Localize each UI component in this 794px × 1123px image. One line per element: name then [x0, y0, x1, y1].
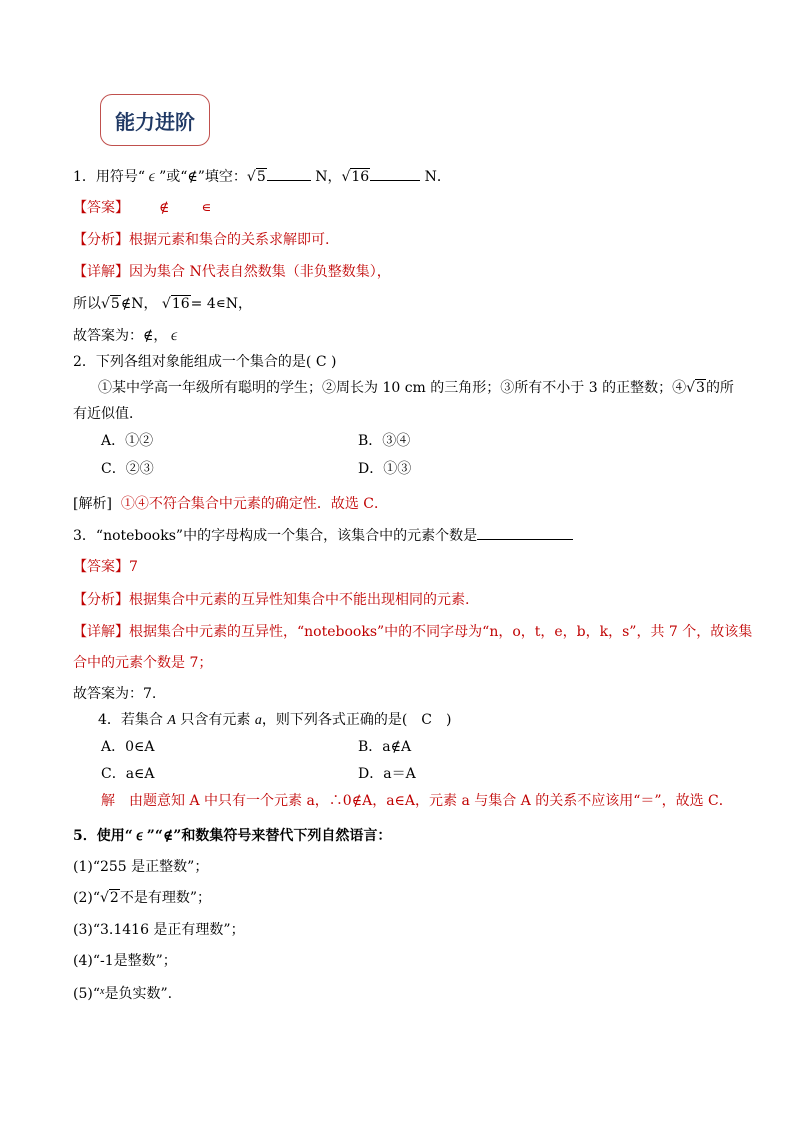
q1-analysis: 【分析】根据元素和集合的关系求解即可. [73, 232, 330, 248]
q5-item-1: (1)“255 是正整数”； [73, 859, 209, 875]
q5-item-2: (2)“√2不是有理数”； [73, 890, 212, 906]
q5-stem: 5．使用“∊”“∉”和数集符号来替代下列自然语言： [73, 828, 392, 844]
q2-option-b[interactable]: B．③④ [358, 433, 411, 449]
q3-detail-line2: 合中的元素个数是 7； [73, 655, 213, 671]
q2-option-a[interactable]: A．①② [101, 433, 154, 449]
q5-item-3: (3)“3.1416 是正有理数”； [73, 922, 245, 938]
q2-solution: [解析] ①④不符合集合中元素的确定性．故选 C． [73, 496, 389, 512]
q1-conclusion: 故答案为：∉，∊ [73, 328, 182, 344]
sqrt-5: √5 [246, 169, 266, 185]
section-title: 能力进阶 [115, 109, 195, 134]
q2-option-c[interactable]: C．②③ [101, 461, 154, 477]
q5-item-4: (4)“-1是整数”； [73, 953, 177, 969]
q3-analysis: 【分析】根据集合中元素的互异性知集合中不能出现相同的元素. [73, 592, 470, 608]
q4-option-c[interactable]: C．a∈A [101, 766, 155, 782]
q4-stem: 4．若集合 A 只含有元素 a，则下列各式正确的是( C ) [98, 712, 452, 728]
q4-solution: 解 由题意知 A 中只有一个元素 a，∴0∉A，a∈A，元素 a 与集合 A 的关系不应该用“＝”，故选 C． [101, 793, 733, 809]
q1-blank-2[interactable] [370, 166, 420, 181]
q2-body-1: ①某中学高一年级所有聪明的学生；②周长为 10 cm 的三角形；③所有不小于 3 的正整数；④√3的所 [98, 380, 734, 396]
section-title-badge [100, 94, 210, 146]
q1-answer: 【答案】 ∉ ∊ [73, 200, 212, 216]
q1-blank-1[interactable] [267, 166, 311, 181]
sqrt-16: √16 [341, 169, 370, 185]
q1-detail-line2: 所以√5∉N， √16= 4∊N， [73, 296, 253, 312]
q3-stem: 3．“notebooks”中的字母构成一个集合，该集合中的元素个数是 [73, 525, 573, 546]
q2-stem: 2．下列各组对象能组成一个集合的是( C ) [73, 354, 337, 370]
q3-conclusion: 故答案为：7. [73, 686, 157, 702]
q1-stem: 1．用符号“∊”或“∉”填空：√5 N，√16 N． [73, 166, 451, 187]
q1-detail: 【详解】因为集合 N代表自然数集（非负整数集）， [73, 264, 391, 280]
q4-option-b[interactable]: B．a∉A [358, 739, 412, 755]
q5-item-5: (5)“$^x$是负实数”. [73, 986, 173, 1002]
q4-option-d[interactable]: D．a＝A [358, 766, 416, 782]
q2-option-d[interactable]: D．①③ [358, 461, 412, 477]
q3-answer: 【答案】7 [73, 559, 138, 575]
q3-blank[interactable] [477, 525, 573, 540]
q2-body-2: 有近似值． [73, 406, 143, 422]
q3-detail: 【详解】根据集合中元素的互异性，“notebooks”中的不同字母为“n，o，t，e，b，k，s”，共 7 个，故该集 [73, 624, 753, 640]
q4-option-a[interactable]: A．0∈A [101, 739, 155, 755]
